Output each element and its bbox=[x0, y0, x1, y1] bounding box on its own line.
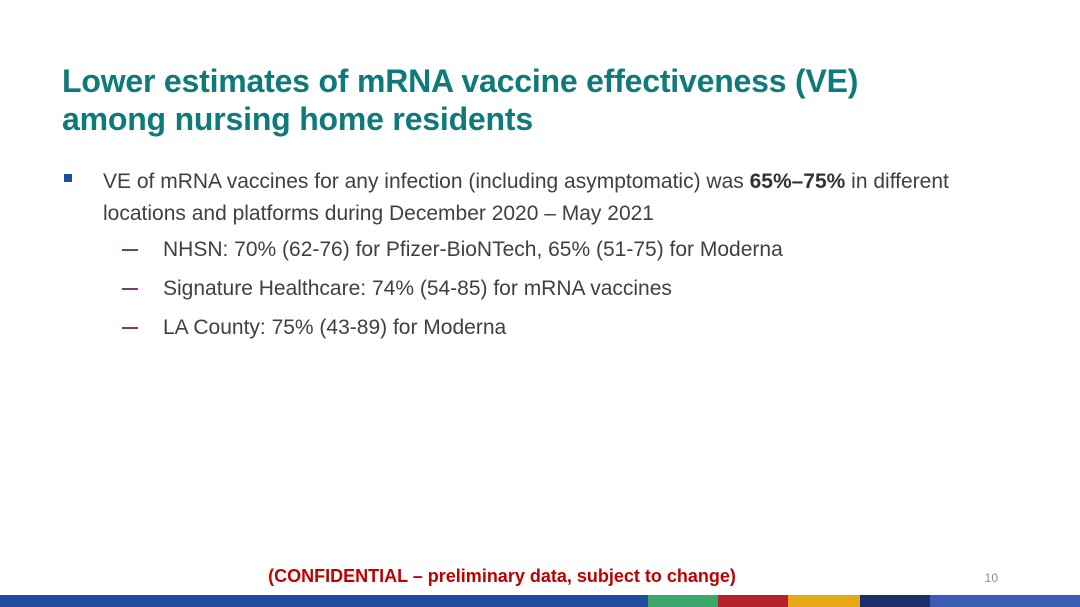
sub-bullet-list bbox=[120, 234, 1000, 351]
confidential-note: (CONFIDENTIAL – preliminary data, subject to change) bbox=[268, 566, 736, 586]
slide-title-line-1: Lower estimates of mRNA vaccine effectiveness (VE) bbox=[62, 63, 859, 99]
page-number: 10 bbox=[984, 571, 998, 585]
main-bullet-text-end: in different locations and platforms during December 2020 – May 2021 bbox=[103, 170, 949, 225]
sub-bullet-text: LA County: 75% (43-89) for Moderna bbox=[163, 316, 507, 339]
slide-title-line-2: among nursing home residents bbox=[62, 101, 533, 137]
footer-stripe-segment-yellow bbox=[788, 595, 860, 607]
footer-stripe-segment-blue bbox=[0, 595, 648, 607]
dash-bullet-icon bbox=[122, 288, 138, 290]
footer-color-stripe bbox=[0, 595, 1080, 607]
slide-title bbox=[62, 62, 1022, 138]
sub-bullet-item bbox=[120, 234, 1000, 273]
footer-stripe-segment-royal-blue bbox=[930, 595, 1080, 607]
sub-bullet-text: Signature Healthcare: 74% (54-85) for mRNA vaccines bbox=[163, 277, 672, 300]
sub-bullet-item bbox=[120, 312, 1000, 351]
sub-bullet-text: NHSN: 70% (62-76) for Pfizer-BioNTech, 65% (51-75) for Moderna bbox=[163, 238, 783, 261]
dash-bullet-icon bbox=[122, 249, 138, 251]
main-bullet-highlight: 65%–75% bbox=[749, 170, 846, 193]
footer-stripe-segment-navy bbox=[860, 595, 930, 607]
dash-bullet-icon bbox=[122, 327, 138, 329]
sub-bullet-item bbox=[120, 273, 1000, 312]
footer-stripe-segment-green bbox=[648, 595, 718, 607]
main-bullet-text bbox=[103, 166, 1003, 230]
square-bullet-icon bbox=[64, 174, 72, 182]
footer-stripe-segment-red bbox=[718, 595, 788, 607]
main-bullet-text-start: VE of mRNA vaccines for any infection (including asymptomatic) was bbox=[103, 170, 750, 193]
